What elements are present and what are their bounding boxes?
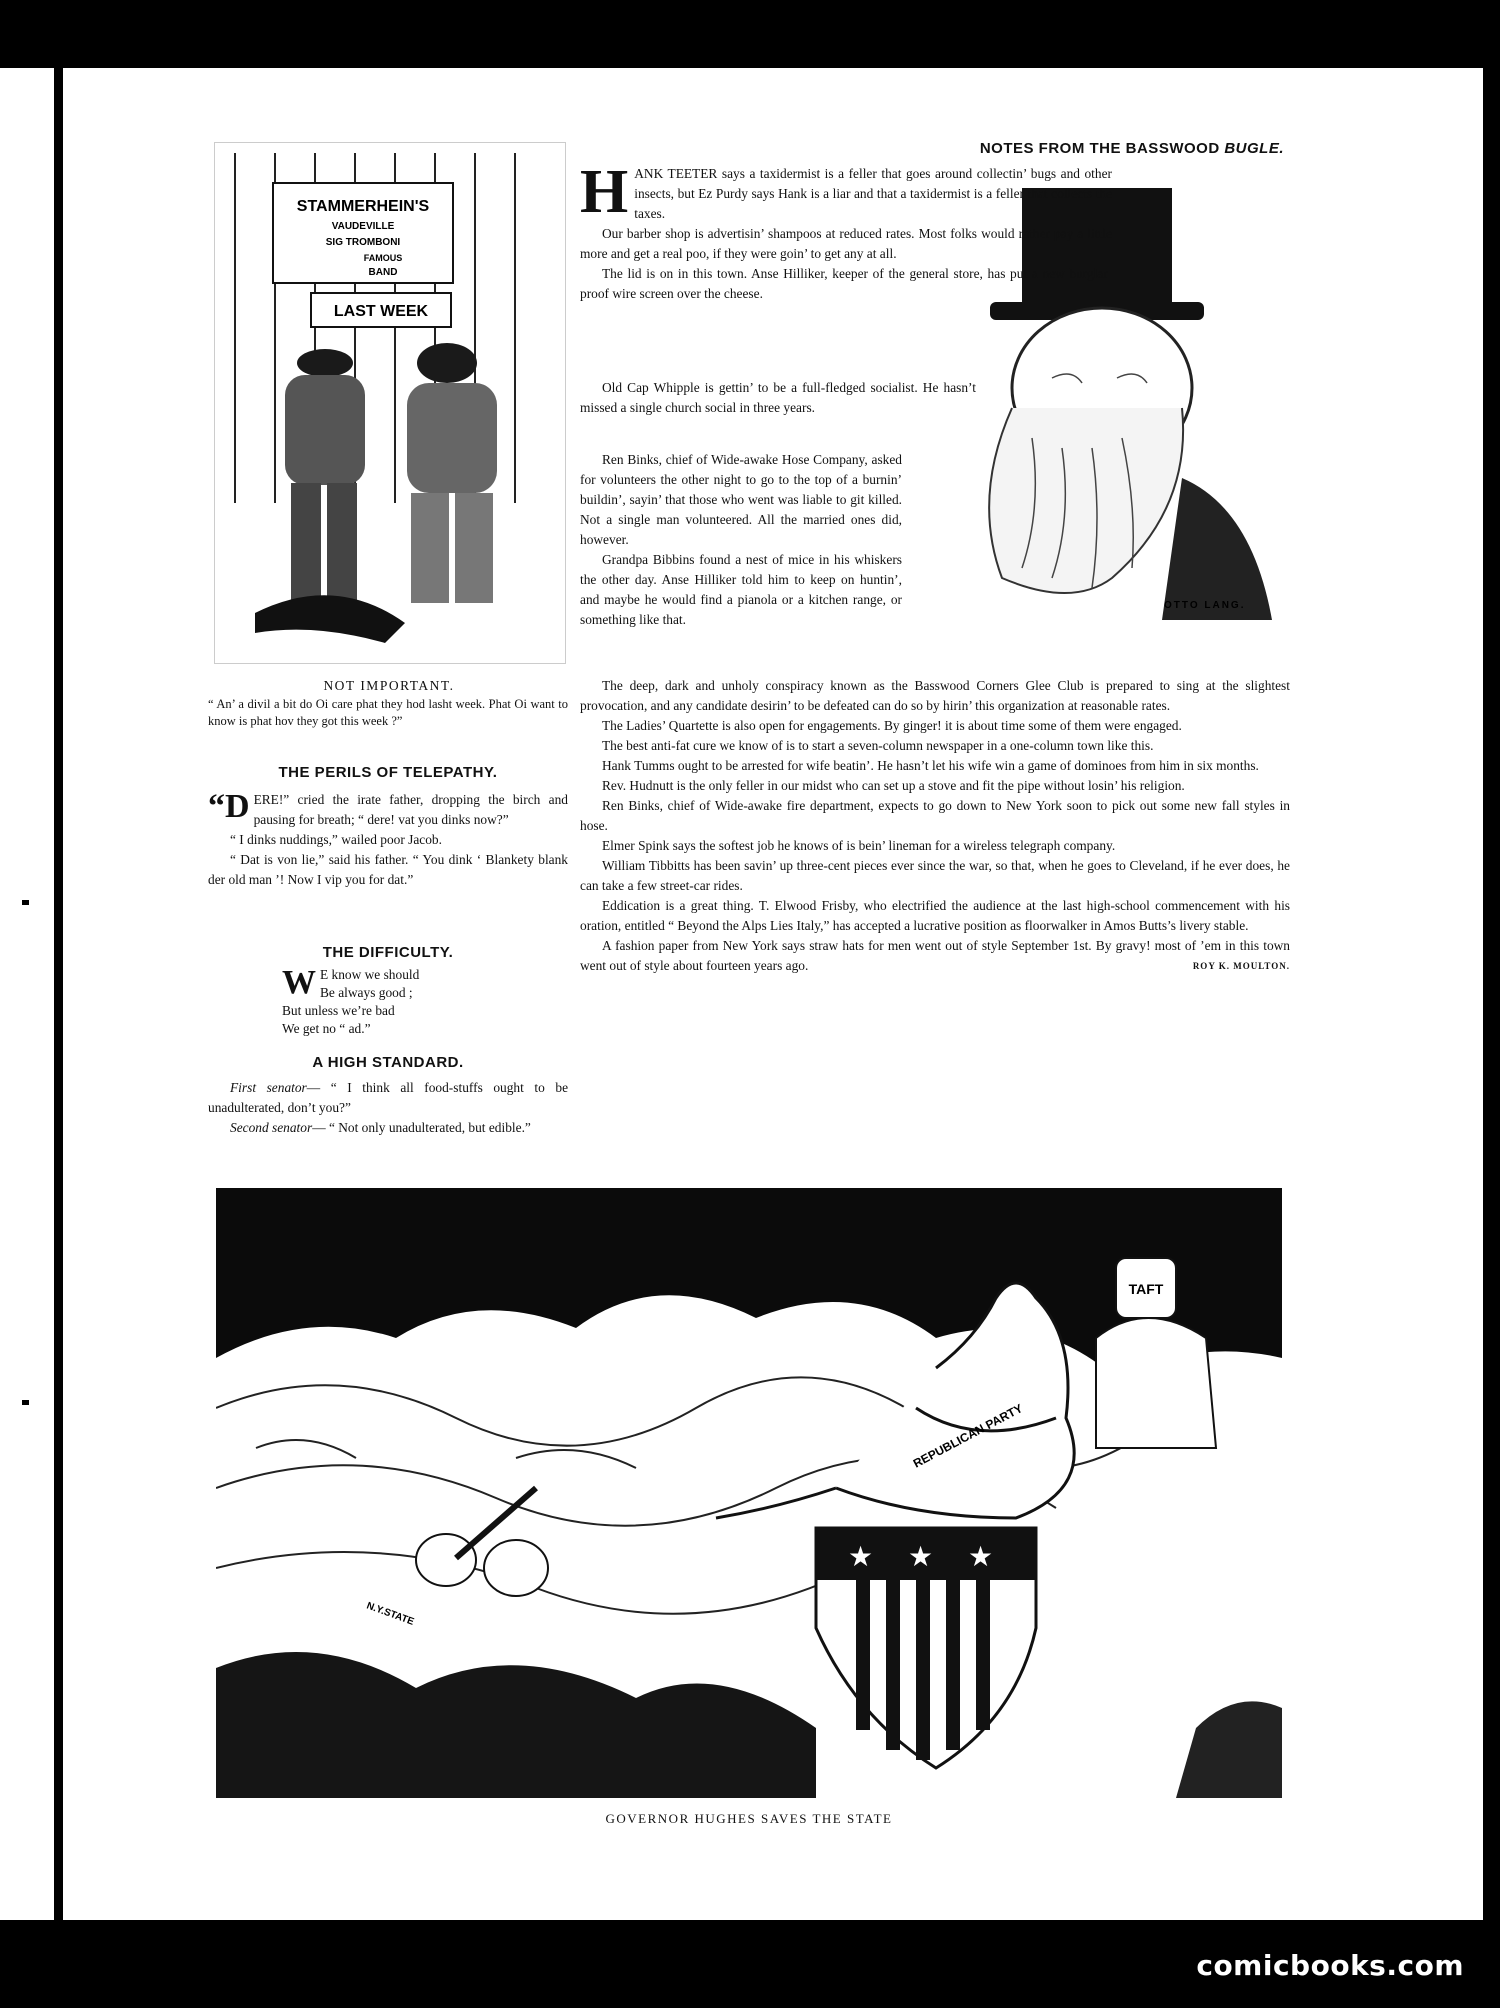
bugle-column-narrow xyxy=(580,158,1112,304)
bugle-paragraph: Old Cap Whipple is gettin’ to be a full-fledged socialist. He hasn’t missed a single church social in three years. xyxy=(580,380,976,415)
sign-line: VAUDEVILLE xyxy=(331,221,395,232)
standard-text: — “ Not only unadulterated, but edible.” xyxy=(312,1120,531,1135)
drop-cap: W xyxy=(282,964,316,1001)
artist-signature: OTTO LANG. xyxy=(1164,600,1246,611)
bugle-paragraph: Ren Binks, chief of Wide-awake Hose Company, asked for volunteers the other night to go to the top of a burnin’ buildin’, sayin’ that those who went was liable to git killed. Not a single man volunteered. All the married ones did, however. xyxy=(580,452,902,547)
poem-line: E know we should xyxy=(320,967,420,982)
bugle-paragraph: The deep, dark and unholy conspiracy known as the Basswood Corners Glee Club is prepared to sing at the slightest provocation, and any candidate desirin’ to be defeated can do so by hirin’ this organization at reasonable rates. xyxy=(580,678,1290,713)
cartoon-last-week xyxy=(214,142,566,664)
heading-a-high-standard: A HIGH STANDARD. xyxy=(312,1054,464,1071)
poem-line: But unless we’re bad xyxy=(282,1003,395,1018)
bugle-heading-italic: BUGLE. xyxy=(1224,140,1284,157)
heading-the-difficulty: THE DIFFICULTY. xyxy=(322,944,454,961)
caption-governor-hughes: GOVERNOR HUGHES SAVES THE STATE xyxy=(605,1811,893,1826)
drop-cap: “D xyxy=(208,788,250,825)
svg-text:★: ★ xyxy=(968,1540,994,1573)
difficulty-poem xyxy=(282,966,502,1038)
sign-line: SIG TROMBONI xyxy=(325,237,401,248)
ribbon-label: N.Y.STATE xyxy=(364,1600,416,1628)
bugle-paragraph: Our barber shop is advertisin’ shampoos at reduced rates. Most folks would rather pay a little more and get a real poo, if they were goin’ to get any at all. xyxy=(580,226,1112,261)
heading-basswood-bugle xyxy=(584,140,1284,157)
sign-line: FAMOUS xyxy=(363,253,403,263)
bugle-column-narrowest xyxy=(580,450,902,630)
drop-cap: H xyxy=(580,158,629,226)
facing-page-strip xyxy=(0,68,54,1920)
bugle-paragraph xyxy=(580,936,1290,976)
telepathy-paragraph: “ I dinks nuddings,” wailed poor Jacob. xyxy=(230,832,442,847)
high-standard-article xyxy=(208,1078,568,1138)
edge-mark xyxy=(22,1400,29,1405)
heading-perils-of-telepathy: THE PERILS OF TELEPATHY. xyxy=(278,764,498,781)
hat-label: TAFT xyxy=(1128,1281,1164,1297)
author-signature: ROY K. MOULTON. xyxy=(1192,961,1290,971)
standard-paragraph xyxy=(208,1078,568,1118)
bugle-paragraph: Hank Tumms ought to be arrested for wife beatin’. He hasn’t let his wife win a game of dominoes from him in six months. xyxy=(602,758,1259,773)
speaker: First senator xyxy=(230,1080,307,1095)
svg-text:★: ★ xyxy=(908,1540,934,1573)
bugle-paragraph: Eddication is a great thing. T. Elwood Frisby, who electrified the audience at the last high-school commencement with his oration, entitled “ Beyond the Alps Lies Italy,” has accepted a lucrative position as floorwalker in Amos Butts’s livery stable. xyxy=(580,898,1290,933)
bugle-text: ANK TEETER says a taxidermist is a feller that goes around collectin’ bugs and other insects, but Ez Purdy says Hank is a liar and that a taxidermist is a feller that collects the taxes. xyxy=(634,166,1112,221)
bugle-paragraph: The best anti-fat cure we know of is to start a seven-column newspaper in a one-column town like this. xyxy=(602,738,1154,753)
svg-text:★: ★ xyxy=(848,1540,874,1573)
bugle-paragraph: Rev. Hudnutt is the only feller in our midst who can set up a stove and fit the pipe without losin’ his religion. xyxy=(602,778,1185,793)
sash-label: REPUBLICAN PARTY xyxy=(910,1401,1025,1471)
telepathy-text: ERE!” cried the irate father, dropping the birch and pausing for breath; “ dere! vat you dinks now?” xyxy=(253,792,568,827)
cartoon-governor-hughes-drawing xyxy=(216,1188,1282,1798)
bugle-paragraph: Ren Binks, chief of Wide-awake fire department, expects to go down to New York soon to pick out some new fall styles in hose. xyxy=(580,798,1290,833)
standard-paragraph xyxy=(208,1118,568,1138)
last-week-banner: LAST WEEK xyxy=(333,303,429,320)
poem-line: We get no “ ad.” xyxy=(282,1021,371,1036)
sign-line: STAMMERHEIN'S xyxy=(296,198,430,215)
site-watermark: comicbooks.com xyxy=(1196,1949,1464,1982)
bugle-column-narrower xyxy=(580,378,976,418)
caption-not-important: NOT IMPORTANT. xyxy=(323,678,455,693)
standard-text: — “ I think all food-stuffs ought to be unadulterated, don’t you?” xyxy=(208,1080,569,1115)
bugle-paragraph xyxy=(580,158,1112,226)
cartoon-last-week-drawing xyxy=(215,143,565,663)
speaker: Second senator xyxy=(230,1120,313,1135)
not-important-quote: “ An’ a divil a bit do Oi care phat they hod lasht week. Phat Oi want to know is phat hov they got this week ?” xyxy=(208,697,568,728)
bugle-paragraph: Grandpa Bibbins found a nest of mice in his whiskers the other day. Anse Hilliker told him to keep on huntin’, and maybe he would find a pianola or a kitchen range, or something like that. xyxy=(580,552,902,627)
bugle-paragraph: The Ladies’ Quartette is also open for engagements. By ginger! it is about time some of them were engaged. xyxy=(602,718,1182,733)
telepathy-paragraph: “ Dat is von lie,” said his father. “ You dink ‘ Blankety blank der old man ’! Now I vip you for dat.” xyxy=(208,852,568,887)
sign-line: BAND xyxy=(368,267,398,278)
poem-line: Be always good ; xyxy=(320,985,413,1000)
bugle-paragraph: Elmer Spink says the softest job he knows of is bein’ lineman for a wireless telegraph company. xyxy=(602,838,1116,853)
bugle-paragraph: The lid is on in this town. Anse Hilliker, keeper of the general store, has put a new burglar-proof wire screen over the cheese. xyxy=(580,266,1112,301)
edge-mark xyxy=(22,900,29,905)
bugle-heading-text: NOTES FROM THE BASSWOOD xyxy=(979,140,1220,157)
bugle-paragraph: William Tibbitts has been savin’ up three-cent pieces ever since the war, so that, when he goes to Cleveland, if he ever does, he can take a few street-car rides. xyxy=(580,858,1290,893)
telepathy-paragraph xyxy=(208,790,568,830)
telepathy-article xyxy=(208,790,568,890)
bugle-column-wide xyxy=(580,676,1290,976)
bugle-text: A fashion paper from New York says straw hats for men went out of style September 1st. By gravy! most of ’em in this town went out of style about fourteen years ago. xyxy=(580,938,1290,973)
cartoon-governor-hughes xyxy=(216,1188,1282,1798)
